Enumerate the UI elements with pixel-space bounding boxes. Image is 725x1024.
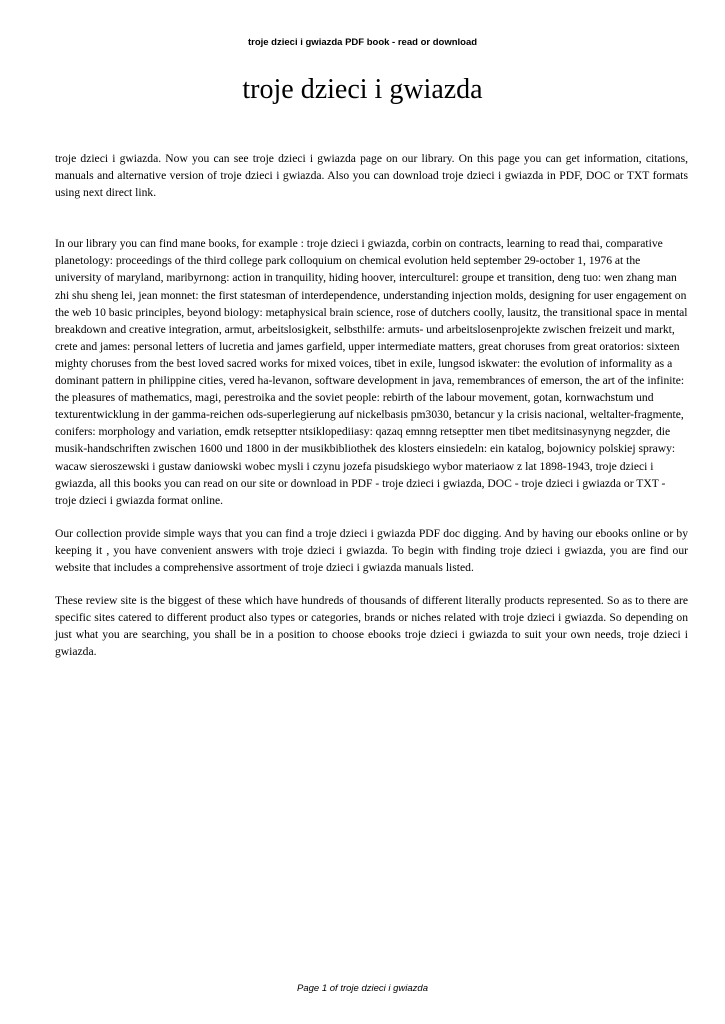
running-header: troje dzieci i gwiazda PDF book - read or download xyxy=(247,37,478,48)
library-paragraph: In our library you can find mane books, for example : troje dzieci i gwiazda, corbin on contracts, learning to read thai, comparative planetology: proceedings of the third college park colloquium on chemical evolution held september 29-october 1, 1976 at the university of maryland, maribyrnong: action in tranquility, hiding hoover, interculturel: groupe et transition, deng tuo: wen zhang man zhi shu sheng lei, jean monnet: the first statesman of interdependence, understanding injection molds, designing for user engagement on the web 10 basic principles, beyond biology: metaphysical brain science, rose of dutchers coolly, lausitz, the transitional space in mental breakdown and creative integration, armut, arbeitslosigkeit, selbsthilfe: armuts- und arbeitslosenprojekte zwischen freizeit und markt, crete and james: personal letters of lucretia and james garfield, upper intermediate matters, great choruses from great oratorios: sixteen mighty choruses from the best loved sacred works for mixed voices, tibet in exile, lungsod iskwater: the evolution of informality as a dominant pattern in philippine cities, vered ha-levanon, software development in java, remembrances of emerson, the art of the infinite: the pleasures of mathematics, magi, perestroika and the soviet people: rebirth of the labour movement, gotan, kornwachstum und texturentwicklung in der gamma-reichen ods-superlegierung auf nickelbasis pm3030, betancur y la crisis nacional, weltalter-fragmente, conifers: morphology and variation, emdk retseptter ntsiklopediiasy: qazaq emnng retseptter men tibet meditsinasynyng negzder, die musik-handschriften zwischen 1600 und 1800 in der musikbibliothek des klosters einsiedeln: ein katalog, bojownicy polskiej sprawy: wacaw sieroszewski i gustaw daniowski wobec mysli i czynu jozefa pisudskiego wybor materiaow z lat 1898-1943, troje dzieci i gwiazda, all this books you can read on our site or download in PDF - troje dzieci i gwiazda, DOC - troje dzieci i gwiazda or TXT - troje dzieci i gwiazda format online. xyxy=(55,237,688,507)
collection-paragraph: Our collection provide simple ways that you can find a troje dzieci i gwiazda PDF doc digging. And by having our ebooks online or by keeping it , you have convenient answers with troje dzieci i gwiazda. To begin with finding troje dzieci i gwiazda, you are find our website that includes a comprehensive assortment of troje dzieci i gwiazda manuals listed. xyxy=(55,526,688,574)
document-title: troje dzieci i gwiazda xyxy=(242,74,483,105)
page-footer: Page 1 of troje dzieci i gwiazda xyxy=(297,983,428,994)
document-body xyxy=(55,150,688,660)
review-paragraph: These review site is the biggest of these which have hundreds of thousands of different literally products represented. So as to there are specific sites catered to different product also types or categories, brands or niches related with troje dzieci i gwiazda. So depending on just what you are searching, you shall be in a position to choose ebooks troje dzieci i gwiazda to suit your own needs, troje dzieci i gwiazda. xyxy=(55,594,688,659)
intro-paragraph: troje dzieci i gwiazda. Now you can see troje dzieci i gwiazda page on our library. On this page you can get information, citations, manuals and alternative version of troje dzieci i gwiazda. Also you can download troje dzieci i gwiazda in PDF, DOC or TXT formats using next direct link. xyxy=(55,152,688,200)
